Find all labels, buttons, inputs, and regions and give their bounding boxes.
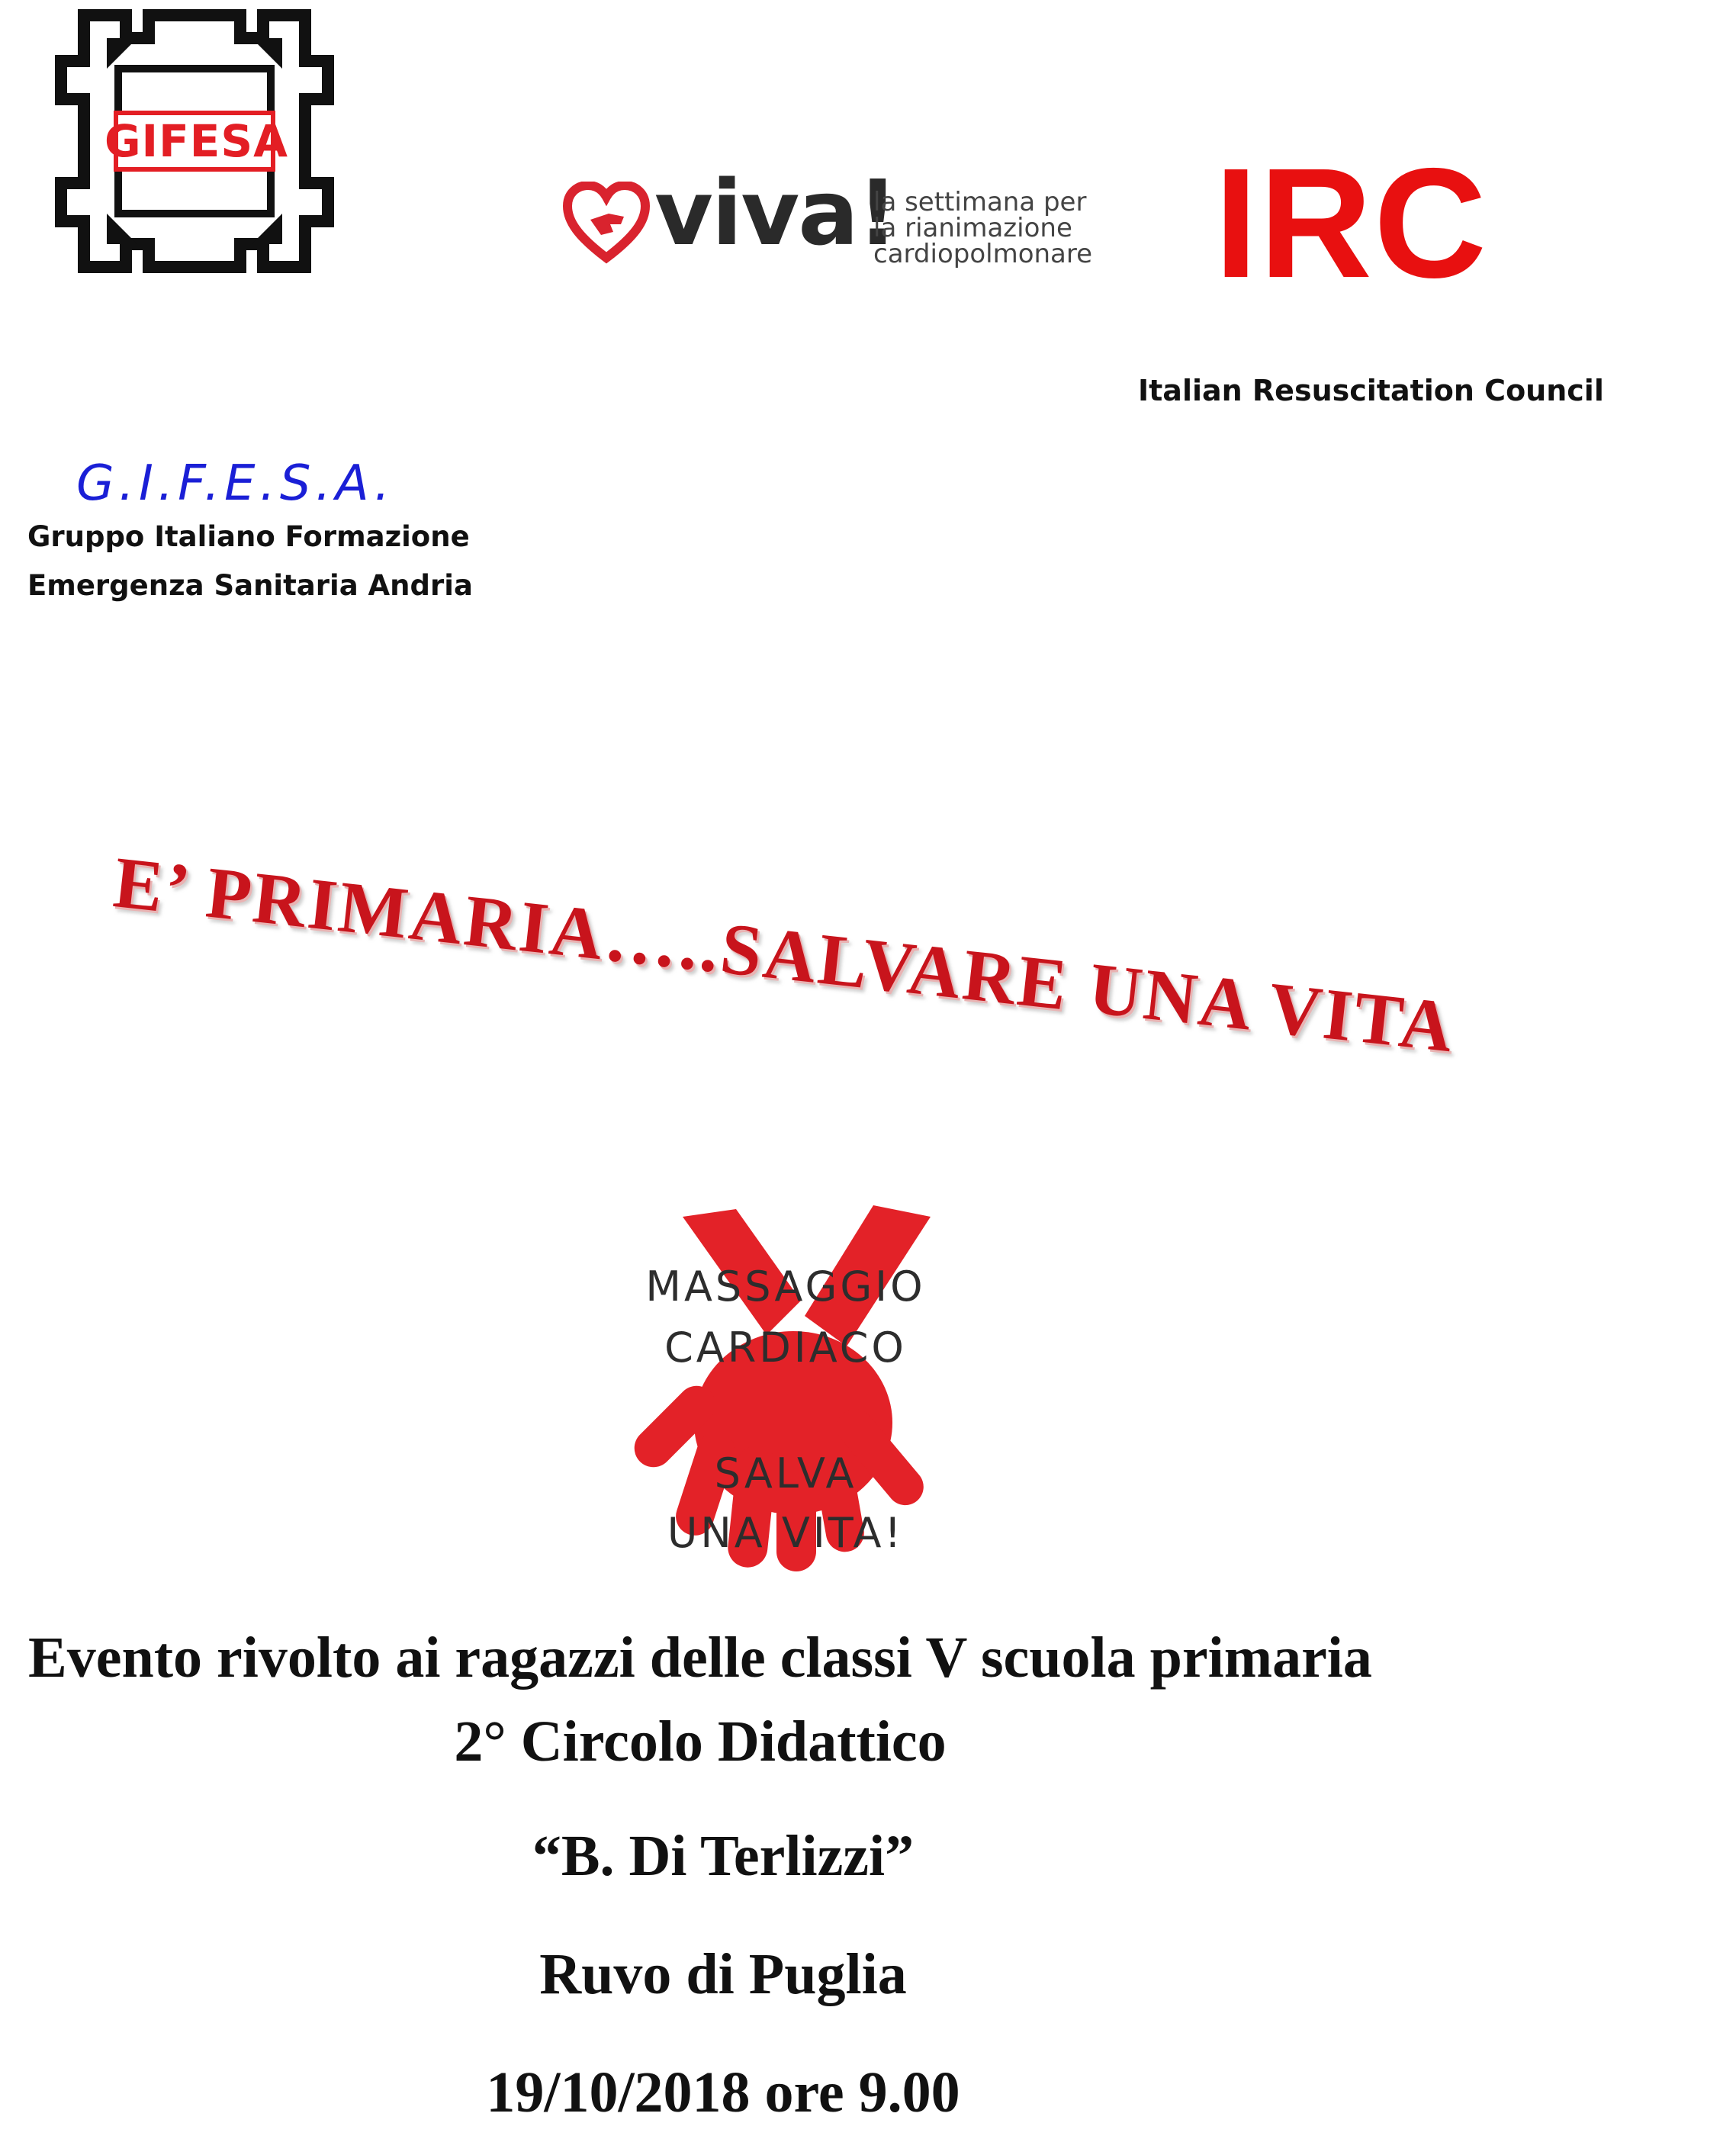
organization-name-line-2: Emergenza Sanitaria Andria [27,569,473,602]
gifesa-logo-text: GIFESA [104,115,289,167]
irc-subtitle: Italian Resuscitation Council [1138,374,1604,407]
event-datetime: 19/10/2018 ore 9.00 [486,2060,960,2125]
graphic-text-massaggio: MASSAGGIO [645,1262,926,1311]
graphic-text-una-vita: UNA VITA! [667,1509,905,1557]
organization-name-line-1: Gruppo Italiano Formazione [27,520,470,553]
graphic-text-cardiaco: CARDIACO [664,1324,907,1372]
graphic-text-salva: SALVA [714,1449,857,1497]
viva-tagline-1: la settimana per [873,187,1087,217]
organization-acronym: G.I.F.E.S.A. [76,455,395,512]
slogan-headline: E’ PRIMARIA…..SALVARE UNA VITA [110,841,1460,1068]
viva-tagline-3: cardiopolmonare [873,239,1093,269]
viva-logo-word: viva! [654,160,897,265]
event-city: Ruvo di Puglia [539,1942,907,2006]
event-school-circle: 2° Circolo Didattico [454,1710,947,1774]
heart-hand-icon [563,182,651,264]
irc-logo: IRC [1214,136,1489,310]
event-description: Evento rivolto ai ragazzi delle classi V scuola primaria [28,1626,1372,1690]
viva-tagline-2: la rianimazione [873,213,1072,243]
event-school-name: “B. Di Terlizzi” [532,1824,915,1888]
